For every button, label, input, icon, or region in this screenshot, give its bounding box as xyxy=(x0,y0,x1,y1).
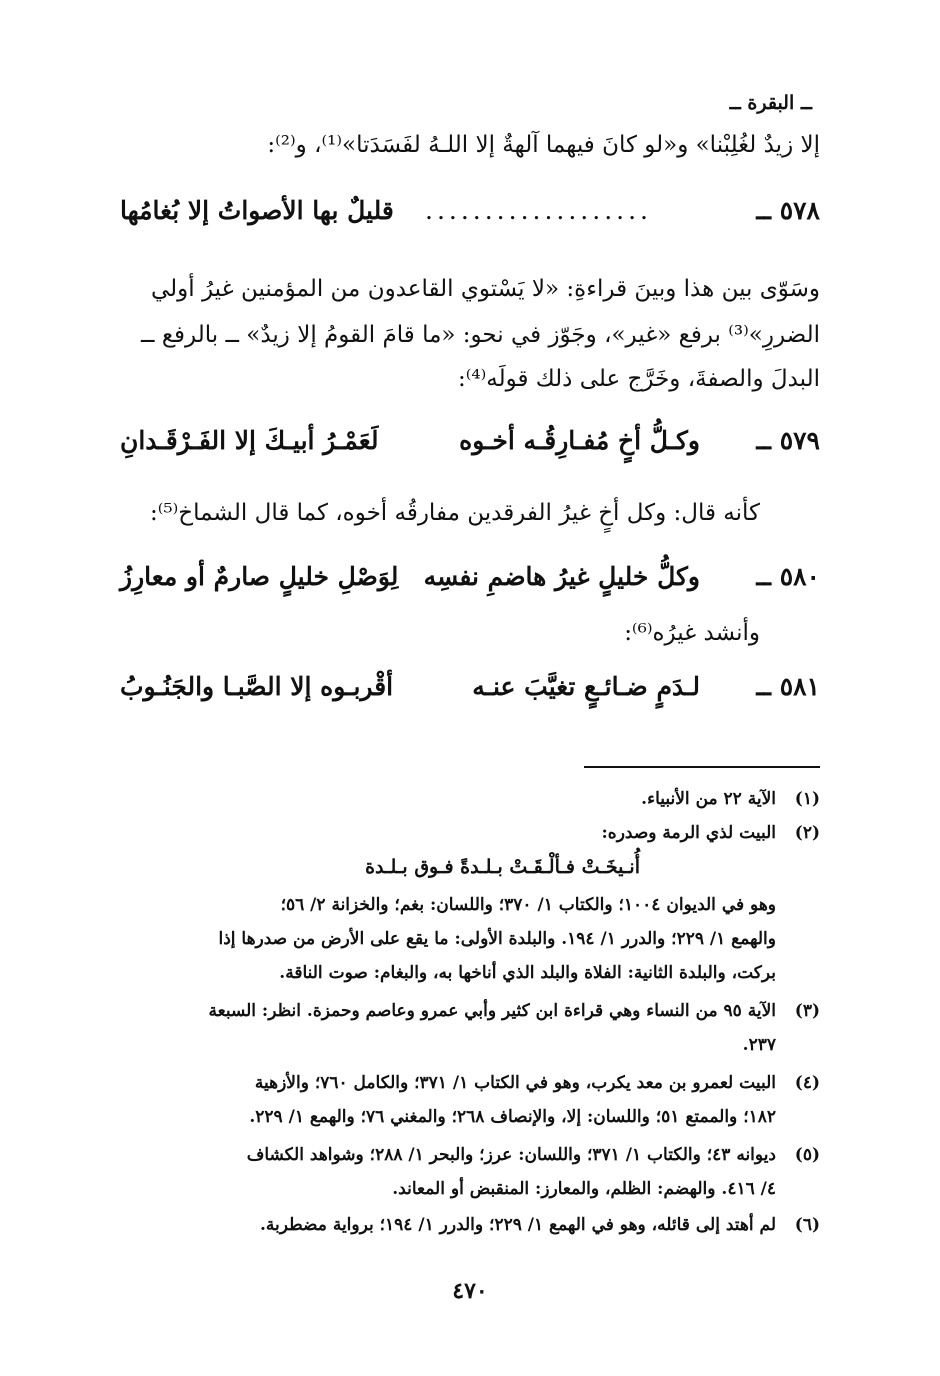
footnote-text: والهمع ١/ ٢٢٩؛ والدرر ١/ ١٩٤. والبلدة الأولى: ما يقع على الأرض من صدرها إذا xyxy=(218,929,776,949)
verse-hemistich: لِوَصْلِ خليلٍ صارمٌ أو معارِزُ xyxy=(120,562,399,591)
verse-hemistich: وكلُّ خليلٍ غيرُ هاضمِ نفسِه xyxy=(423,562,700,591)
footnote-verse: أُنـيخَـتْ فـألْـقَـتْ بـلـدةً فـوق بـلـدة xyxy=(365,856,640,878)
footnote-text: الآية ٢٢ من الأنبياء. xyxy=(641,789,776,809)
footnote-number: (٢) xyxy=(794,823,820,843)
verse-hemistich: وكـلُّ أخٍ مُفـارِقُـه أخـوه xyxy=(459,426,700,455)
body-line: كأنه قال: وكل أخٍ غيرُ الفرقدين مفارقُه أخوه، كما قال الشماخ⁽⁵⁾: xyxy=(149,500,760,526)
footnote-text: ٢٣٧. xyxy=(742,1035,776,1055)
footnote-text: بركت، والبلدة الثانية: الفلاة والبلد الذي أناخها به، والبغام: صوت الناقة. xyxy=(279,963,776,983)
verse-580 xyxy=(120,562,820,602)
footnote-number: (٤) xyxy=(794,1073,820,1093)
footnote-text: البيت لعمرو بن معد يكرب، وهو في الكتاب ١/ ٣٧١؛ والكامل ٧٦٠؛ والأزهية xyxy=(254,1073,776,1093)
body-line: الضررِ»⁽³⁾ برفع «غير»، وجَوّز في نحو: «ما قامَ القومُ إلا زيدٌ» ــ بالرفع ــ xyxy=(141,322,820,348)
body-line: وسَوّى بين هذا وبينَ قراءةِ: «لا يَسْتوي القاعدون من المؤمنين غيرُ أولي xyxy=(151,276,820,302)
body-line: البدلَ والصفةَ، وخَرَّج على ذلك قولَه⁽⁴⁾: xyxy=(457,366,820,392)
footnote-text: ديوانه ٤٣؛ والكتاب ١/ ٣٧١؛ واللسان: عرز؛ والبحر ١/ ٢٨٨؛ وشواهد الكشاف xyxy=(246,1145,776,1165)
verse-581 xyxy=(120,672,820,712)
footnote-text: ٤/ ٤١٦. والهضم: الظلم، والمعارز: المنقبض أو المعاند. xyxy=(392,1179,776,1199)
verse-number: ٥٨٠ ــ xyxy=(756,562,820,591)
verse-number: ٥٨١ ــ xyxy=(756,672,820,701)
footnote-3 xyxy=(120,1000,820,1022)
footnote-text: وهو في الديوان ١٠٠٤؛ والكتاب ١/ ٣٧٠؛ واللسان: بغم؛ والخزانة ٢/ ٥٦؛ xyxy=(280,895,776,915)
footnote-1 xyxy=(120,788,820,810)
footnote-text: لم أهتد إلى قائله، وهو في الهمع ١/ ٢٢٩؛ والدرر ١/ ١٩٤؛ برواية مضطربة. xyxy=(259,1215,776,1235)
verse-number: ٥٧٨ ــ xyxy=(756,196,820,225)
body-line: وأنشد غيرُه⁽⁶⁾: xyxy=(624,620,760,646)
verse-hemistich-elided: ................... xyxy=(425,196,652,225)
footnote-number: (٥) xyxy=(794,1145,820,1165)
footnote-text: الآية ٩٥ من النساء وهي قراءة ابن كثير وأبي عمرو وعاصم وحمزة. انظر: السبعة xyxy=(208,1001,776,1021)
footnote-text: البيت لذي الرمة وصدره: xyxy=(601,823,776,843)
verse-hemistich: قليلٌ بها الأصواتُ إلا بُغامُها xyxy=(120,196,394,225)
verse-hemistich: لَعَمْـرُ أبيـكَ إلا الفَـرْقَـدانِ xyxy=(120,426,379,455)
footnote-number: (٣) xyxy=(794,1001,820,1021)
verse-hemistich: لـدَمٍ ضـائـعٍ تغيَّبَ عنـه xyxy=(472,672,700,701)
footnote-separator xyxy=(584,766,820,768)
running-head: ــ البقرة ــ xyxy=(729,92,812,114)
body-line: إلا زيدٌ لغُلِبْنا» و«لو كانَ فيهما آلهةٌ إلا اللـهُ لفَسَدَتا»⁽¹⁾، و⁽²⁾: xyxy=(267,132,820,158)
footnote-4 xyxy=(120,1072,820,1094)
footnote-5 xyxy=(120,1144,820,1166)
footnote-2 xyxy=(120,822,820,844)
verse-number: ٥٧٩ ــ xyxy=(756,426,820,455)
verse-hemistich: أقْربـوه إلا الصَّبـا والجَنُـوبُ xyxy=(120,672,394,701)
verse-579 xyxy=(120,426,820,466)
footnote-number: (١) xyxy=(794,789,820,809)
verse-578 xyxy=(120,196,820,236)
footnote-text: ١٨٢؛ والممتع ٥١؛ واللسان: إلا، والإنصاف ٢٦٨؛ والمغني ٧٦؛ والهمع ١/ ٢٢٩. xyxy=(249,1107,776,1127)
page-number: ٤٧٠ xyxy=(452,1278,488,1304)
footnote-number: (٦) xyxy=(794,1215,820,1235)
footnote-6 xyxy=(120,1214,820,1236)
